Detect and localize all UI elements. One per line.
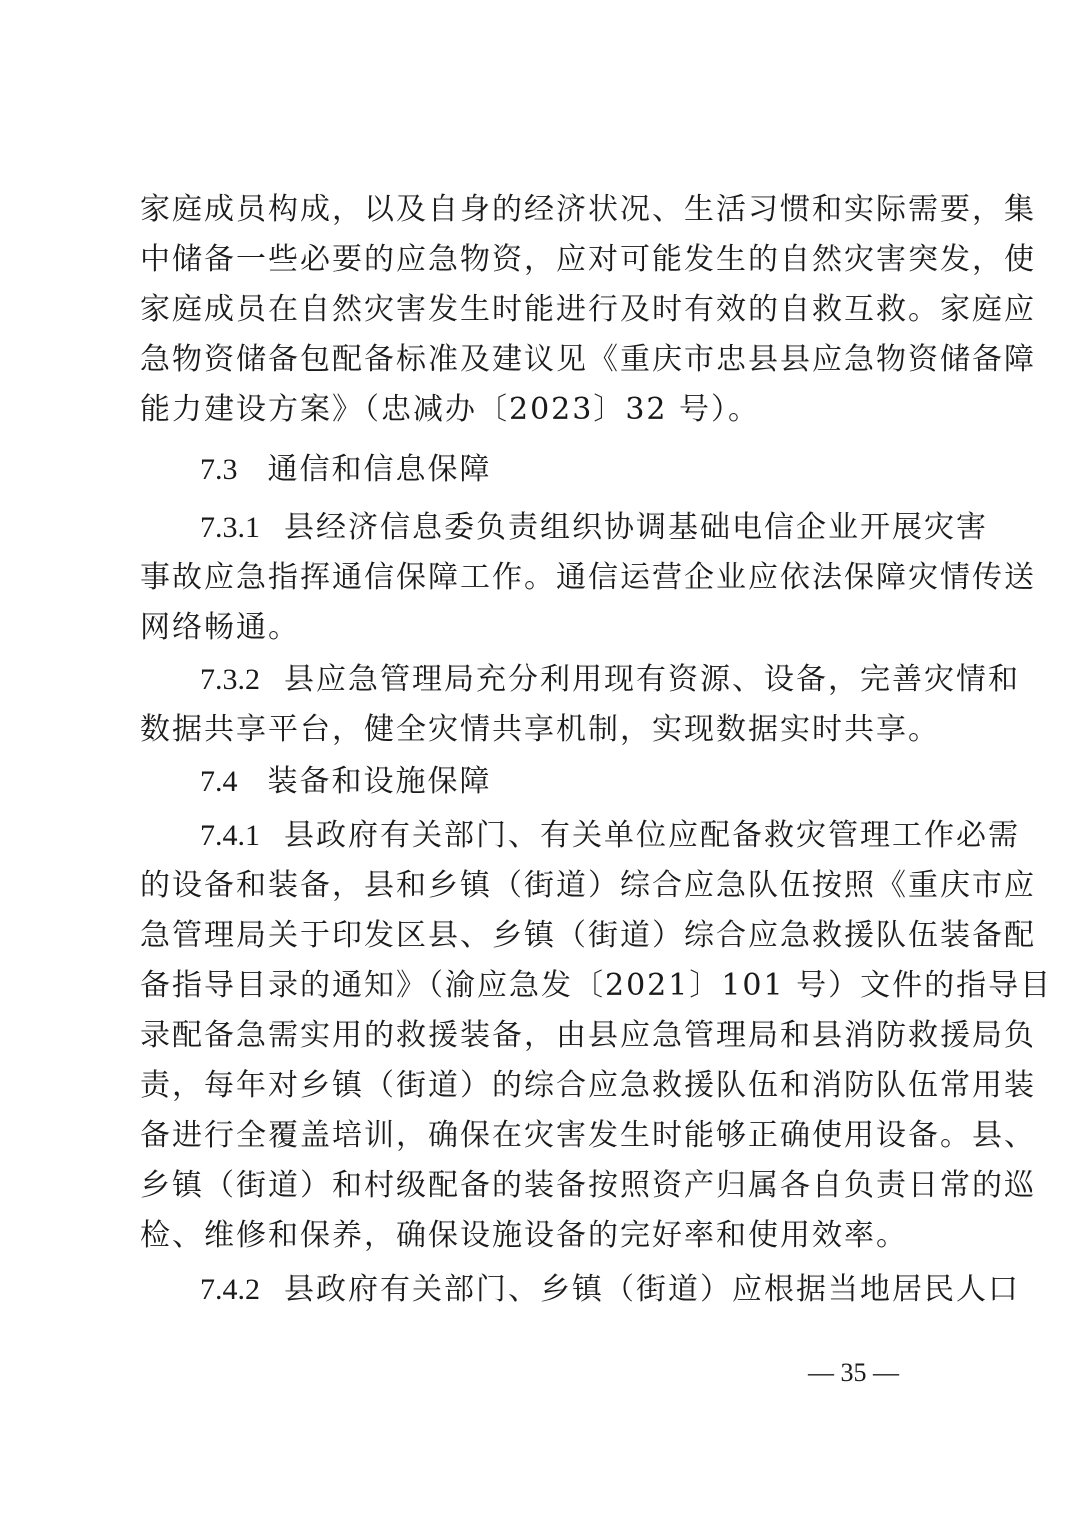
- text-line: 中储备一些必要的应急物资，应对可能发生的自然灾害突发，使: [140, 242, 1036, 277]
- text-line: 录配备急需实用的救援装备，由县应急管理局和县消防救援局负: [140, 1018, 1036, 1053]
- page-number: — 35 —: [808, 1358, 899, 1387]
- text-line: 数据共享平台，健全灾情共享机制，实现数据实时共享。: [140, 712, 940, 747]
- clause-number: 7.3.1: [200, 511, 260, 544]
- text-line: 县政府有关部门、有关单位应配备救灾管理工作必需: [284, 818, 1020, 853]
- section-number: 7.4: [200, 765, 238, 798]
- clause-number: 7.3.2: [200, 663, 260, 696]
- text-line: 家庭成员构成，以及自身的经济状况、生活习惯和实际需要，集: [140, 192, 1036, 227]
- text-line: 的设备和装备，县和乡镇（街道）综合应急队伍按照《重庆市应: [140, 868, 1036, 903]
- text-line: 家庭成员在自然灾害发生时能进行及时有效的自救互救。家庭应: [140, 292, 1036, 327]
- clause-7-4-2-first-line: [200, 1270, 1020, 1310]
- text-line: 急管理局关于印发区县、乡镇（街道）综合应急救援队伍装备配: [140, 918, 1036, 953]
- clause-number: 7.4.1: [200, 819, 260, 852]
- clause-7-3-1-first-line: [200, 508, 988, 548]
- text-line: 备指导目录的通知》（渝应急发〔2021〕101 号）文件的指导目: [140, 968, 1053, 1003]
- text-line: 事故应急指挥通信保障工作。通信运营企业应依法保障灾情传送: [140, 560, 1036, 595]
- clause-number: 7.4.2: [200, 1273, 260, 1306]
- section-heading-7-4: [200, 762, 940, 802]
- clause-7-4-1-first-line: [200, 816, 1020, 856]
- text-line: 急物资储备包配备标准及建议见《重庆市忠县县应急物资储备障: [140, 342, 1036, 377]
- clause-7-3-2-first-line: [200, 660, 1020, 700]
- text-line: 县经济信息委负责组织协调基础电信企业开展灾害: [284, 510, 988, 545]
- text-line: 网络畅通。: [140, 610, 300, 645]
- text-line: 县政府有关部门、乡镇（街道）应根据当地居民人口: [284, 1272, 1020, 1307]
- text-line: 备进行全覆盖培训，确保在灾害发生时能够正确使用设备。县、: [140, 1118, 1036, 1153]
- text-line: 乡镇（街道）和村级配备的装备按照资产归属各自负责日常的巡: [140, 1168, 1036, 1203]
- text-line: 责，每年对乡镇（街道）的综合应急救援队伍和消防队伍常用装: [140, 1068, 1036, 1103]
- section-heading-7-3: [200, 450, 940, 490]
- text-line: 能力建设方案》（忠减办〔2023〕32 号）。: [140, 392, 761, 427]
- section-title: 装备和设施保障: [267, 764, 492, 799]
- text-line: 检、维修和保养，确保设施设备的完好率和使用效率。: [140, 1218, 908, 1253]
- section-title: 通信和信息保障: [267, 452, 492, 487]
- section-number: 7.3: [200, 453, 238, 486]
- text-line: 县应急管理局充分利用现有资源、设备，完善灾情和: [284, 662, 1020, 697]
